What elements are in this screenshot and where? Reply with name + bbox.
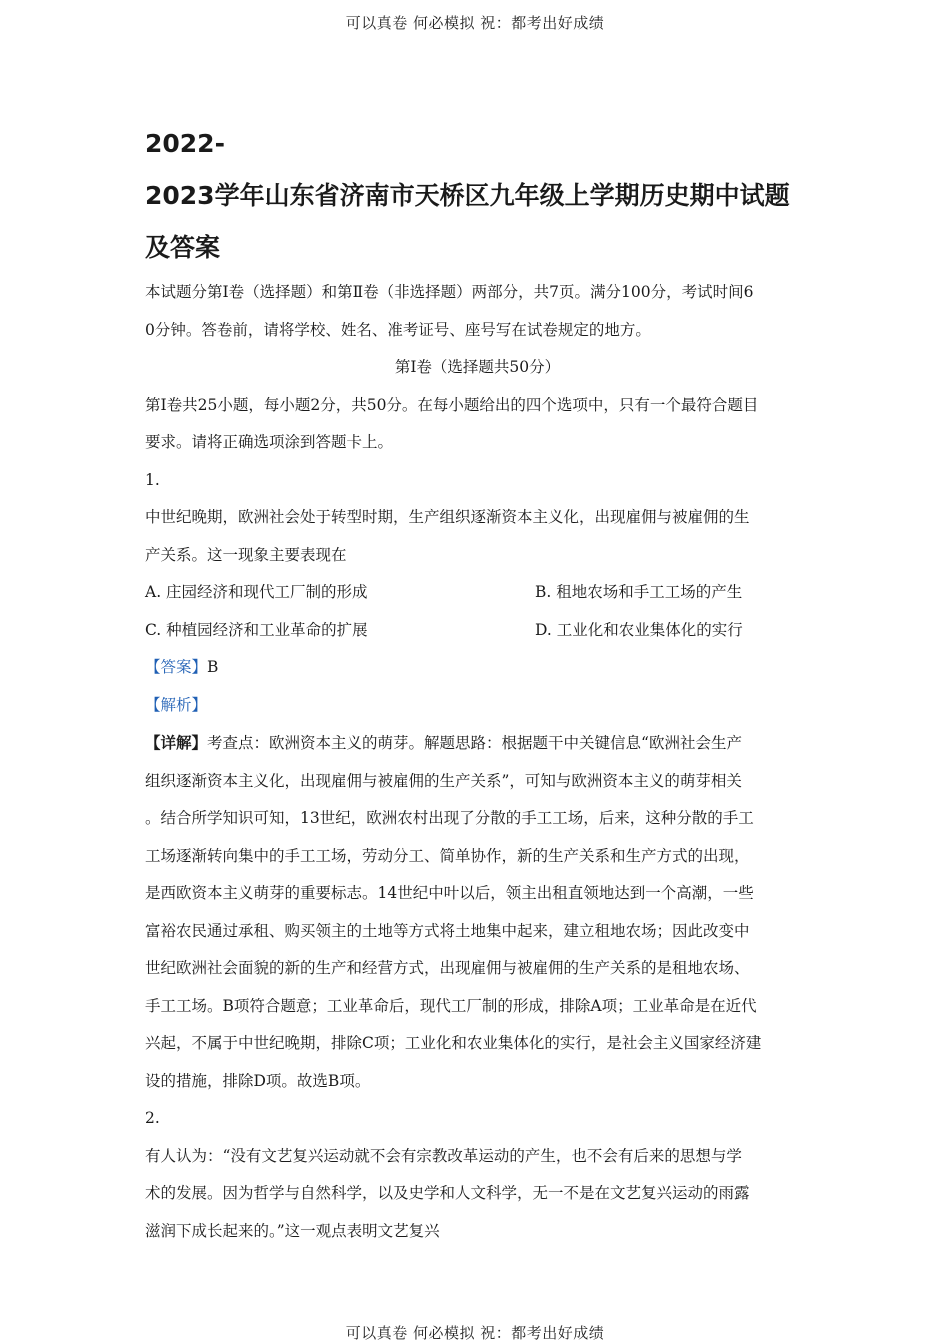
section-note-line: 要求。请将正确选项涂到答题卡上。 [145, 433, 394, 451]
section-title: 第Ⅰ卷（选择题共50分） [394, 358, 561, 376]
question-number: 2. [145, 1109, 160, 1127]
section-note-line: 第Ⅰ卷共25小题，每小题2分，共50分。在每小题给出的四个选项中，只有一个最符合题目 [145, 395, 759, 414]
section-note [145, 387, 810, 462]
instruction-line: 本试题分第Ⅰ卷（选择题）和第Ⅱ卷（非选择题）两部分，共7页。满分100分，考试时间6 [145, 283, 754, 301]
option-a: A. 庄园经济和现代工厂制的形成 [145, 583, 368, 601]
answer-label: 【答案】 [145, 658, 208, 676]
detail-line: 工场逐渐转向集中的手工工场，劳动分工、简单协作，新的生产关系和生产方式的出现， [145, 846, 750, 865]
answer-value: B [207, 658, 219, 676]
detail-label: 【详解】 [145, 733, 208, 752]
answer-line [145, 649, 810, 687]
question-stem-line: 中世纪晚期，欧洲社会处于转型时期，生产组织逐渐资本主义化，出现雇佣与被雇佣的生 [145, 508, 750, 526]
question-stem-line: 有人认为：“没有文艺复兴运动就不会有宗教改革运动的产生，也不会有后来的思想与学 [145, 1146, 742, 1165]
detail-line: 手工工场。B项符合题意；工业革命后，现代工厂制的形成，排除A项；工业革命是在近代 [145, 996, 757, 1015]
options-row [145, 612, 810, 650]
question-1 [145, 462, 810, 1101]
question-2 [145, 1100, 810, 1250]
detail-text: 考查点：欧洲资本主义的萌芽。解题思路：根据题干中关键信息“欧洲社会生产 [207, 734, 742, 752]
detail-line [145, 724, 810, 763]
question-stem-line: 滋润下成长起来的。”这一观点表明文艺复兴 [145, 1221, 440, 1240]
page-header: 可以真卷 何必模拟 祝：都考出好成绩 [345, 14, 605, 32]
option-b: B. 租地农场和手工工场的产生 [535, 583, 743, 601]
detail-line: 世纪欧洲社会面貌的新的生产和经营方式，出现雇佣与被雇佣的生产关系的是租地农场、 [145, 959, 750, 977]
exam-instructions [145, 274, 810, 349]
option-c: C. 种植园经济和工业革命的扩展 [145, 620, 368, 639]
instruction-line: 0分钟。答卷前，请将学校、姓名、准考证号、座号写在试卷规定的地方。 [145, 320, 651, 339]
document-title [145, 118, 810, 274]
document-body [145, 118, 810, 1250]
title-line: 2023学年山东省济南市天桥区九年级上学期历史期中试题 [145, 181, 790, 210]
title-line: 2022- [145, 129, 225, 158]
question-stem-line: 产关系。这一现象主要表现在 [145, 545, 347, 564]
options-row [145, 574, 810, 612]
page-footer: 可以真卷 何必模拟 祝：都考出好成绩 [345, 1324, 605, 1342]
detail-explanation [145, 724, 810, 1100]
question-stem-line: 术的发展。因为哲学与自然科学，以及史学和人文科学，无一不是在文艺复兴运动的雨露 [145, 1184, 750, 1202]
option-d: D. 工业化和农业集体化的实行 [535, 620, 743, 639]
question-number: 1. [145, 470, 160, 489]
detail-line: 。结合所学知识可知，13世纪，欧洲农村出现了分散的手工工场，后来，这种分散的手工 [145, 809, 754, 827]
analysis-label: 【解析】 [145, 695, 208, 714]
title-line: 及答案 [145, 233, 221, 262]
detail-line: 组织逐渐资本主义化，出现雇佣与被雇佣的生产关系”，可知与欧洲资本主义的萌芽相关 [145, 771, 742, 790]
detail-line: 兴起，不属于中世纪晚期，排除C项；工业化和农业集体化的实行，是社会主义国家经济建 [145, 1034, 762, 1052]
detail-line: 富裕农民通过承租、购买领主的土地等方式将土地集中起来，建立租地农场；因此改变中 [145, 921, 750, 940]
detail-line: 是西欧资本主义萌芽的重要标志。14世纪中叶以后，领主出租直领地达到一个高潮，一些 [145, 884, 754, 902]
detail-line: 设的措施，排除D项。故选B项。 [145, 1071, 371, 1090]
